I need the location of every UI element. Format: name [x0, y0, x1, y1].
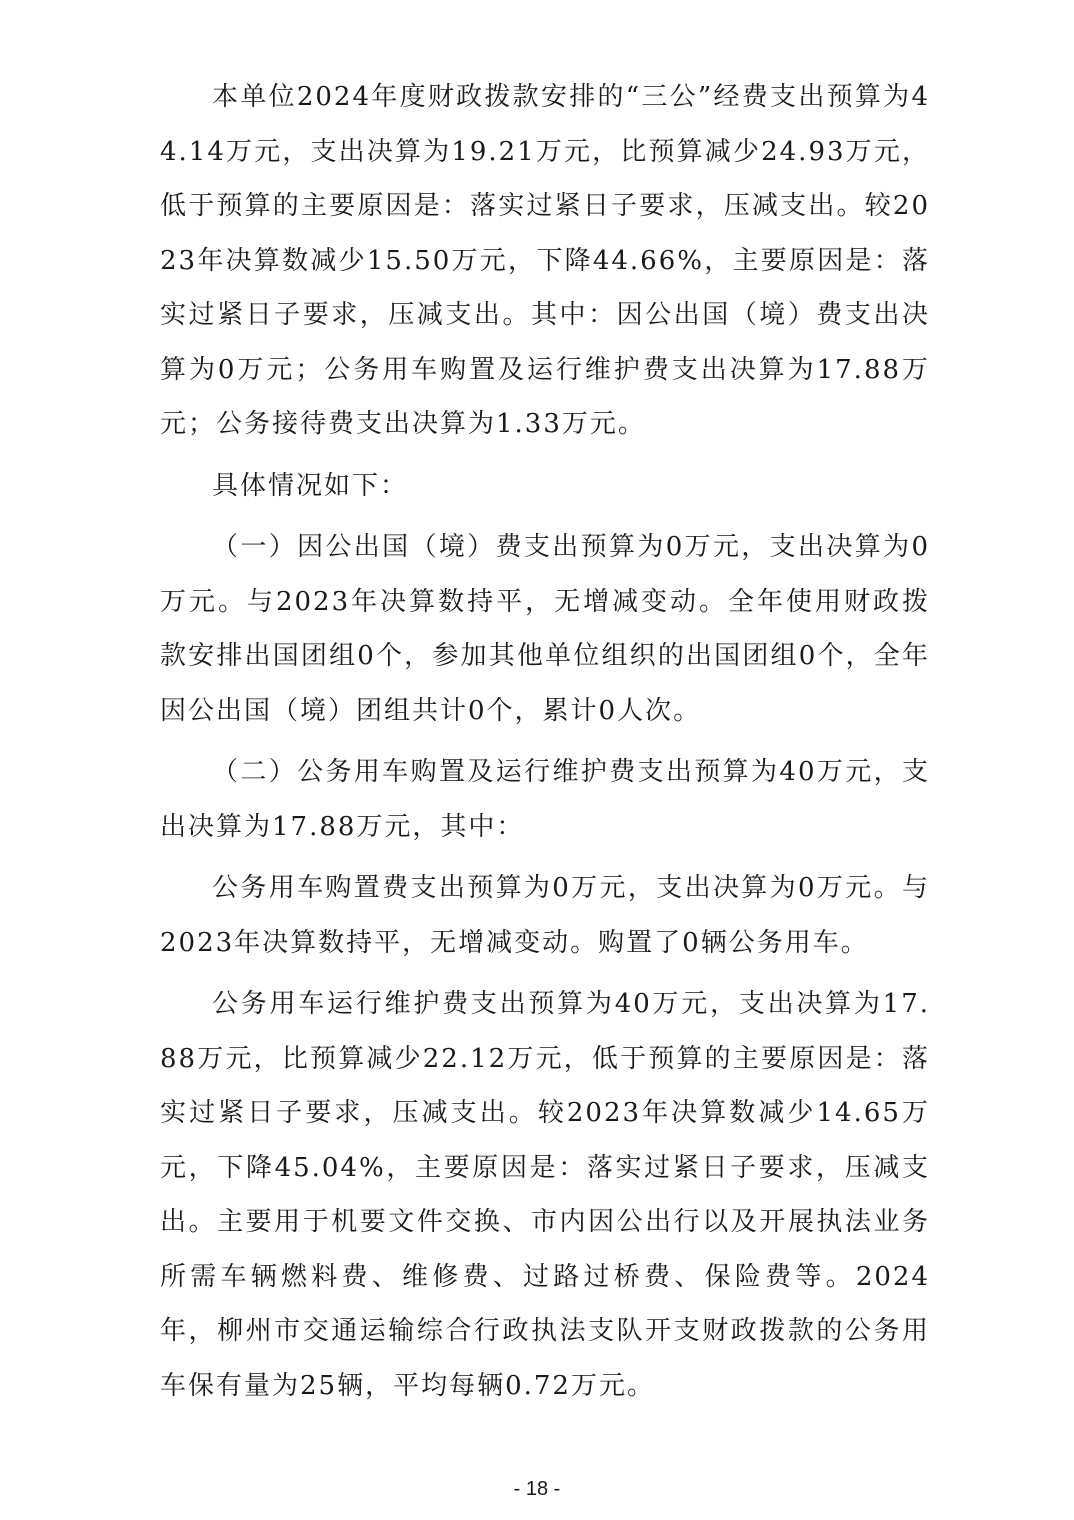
paragraph-overseas-travel: （一）因公出国（境）费支出预算为0万元，支出决算为0万元。与2023年决算数持平，无增减变动。全年使用财政拨款安排出国团组0个，参加其他单位组织的出国团组0个，全年因公出国（境）团组共计0个，累计0人次。 — [160, 532, 930, 726]
body-text — [160, 70, 930, 1420]
paragraph-vehicle-operation: 公务用车运行维护费支出预算为40万元，支出决算为17.88万元，比预算减少22.12万元，低于预算的主要原因是：落实过紧日子要求，压减支出。较2023年决算数减少14.65万元，下降45.04%，主要原因是：落实过紧日子要求，压减支出。主要用于机要文件交换、市内因公出行以及开展执法业务所需车辆燃料费、维修费、过路过桥费、保险费等。2024年，柳州市交通运输综合行政执法支队开支财政拨款的公务用车保有量为25辆，平均每辆0.72万元。 — [160, 989, 930, 1401]
paragraph-vehicle-purchase: 公务用车购置费支出预算为0万元，支出决算为0万元。与2023年决算数持平，无增减变动。购置了0辆公务用车。 — [160, 873, 930, 958]
paragraph-official-vehicles: （二）公务用车购置及运行维护费支出预算为40万元，支出决算为17.88万元，其中： — [160, 757, 930, 842]
page-number: - 18 - — [513, 1478, 561, 1500]
paragraph-three-public-expenses-summary: 本单位2024年度财政拨款安排的“三公”经费支出预算为44.14万元，支出决算为19.21万元，比预算减少24.93万元，低于预算的主要原因是：落实过紧日子要求，压减支出。较2023年决算数减少15.50万元，下降44.66%，主要原因是：落实过紧日子要求，压减支出。其中：因公出国（境）费支出决算为0万元；公务用车购置及运行维护费支出决算为17.88万元；公务接待费支出决算为1.33万元。 — [160, 82, 930, 439]
paragraph-details-intro: 具体情况如下： — [212, 470, 409, 501]
